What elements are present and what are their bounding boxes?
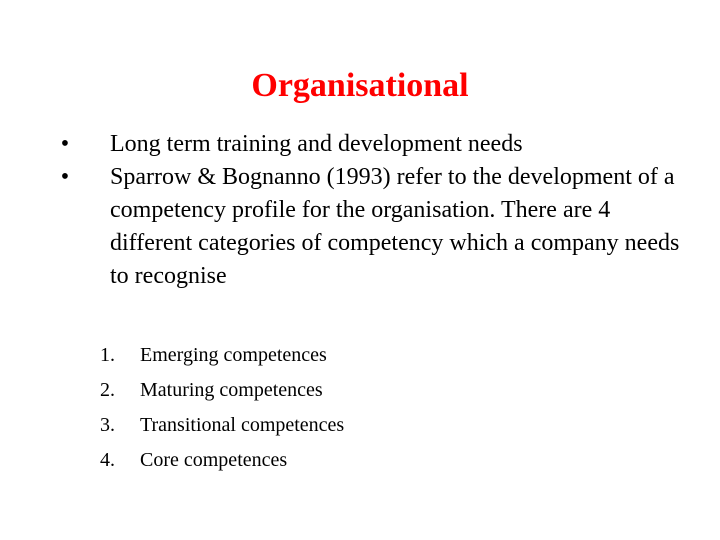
item-text: Core competences [140,449,288,471]
numbered-item-core [0,443,720,478]
bullet-list [0,128,720,293]
numbered-item-maturing [0,373,720,408]
competence-categories-list [0,338,720,478]
item-text: Emerging competences [140,344,327,366]
bullet-item-sparrow-bognanno [0,161,720,293]
item-text: Maturing competences [140,379,323,401]
item-number: 2. [100,379,115,401]
item-number: 4. [100,449,115,471]
item-number: 3. [100,414,115,436]
slide-title: Organisational [251,67,469,104]
bullet-text: Sparrow & Bognanno (1993) refer to the development of a competency profile for the organisation. There are 4 different categories of competency which a company needs to recognise [110,164,680,289]
item-text: Transitional competences [140,414,345,436]
numbered-item-transitional [0,408,720,443]
bullet-marker: • [60,164,70,190]
bullet-text: Long term training and development needs [110,131,523,157]
bullet-marker: • [60,131,70,157]
numbered-item-emerging [0,338,720,373]
bullet-item-training-needs [0,128,720,161]
item-number: 1. [100,344,115,366]
